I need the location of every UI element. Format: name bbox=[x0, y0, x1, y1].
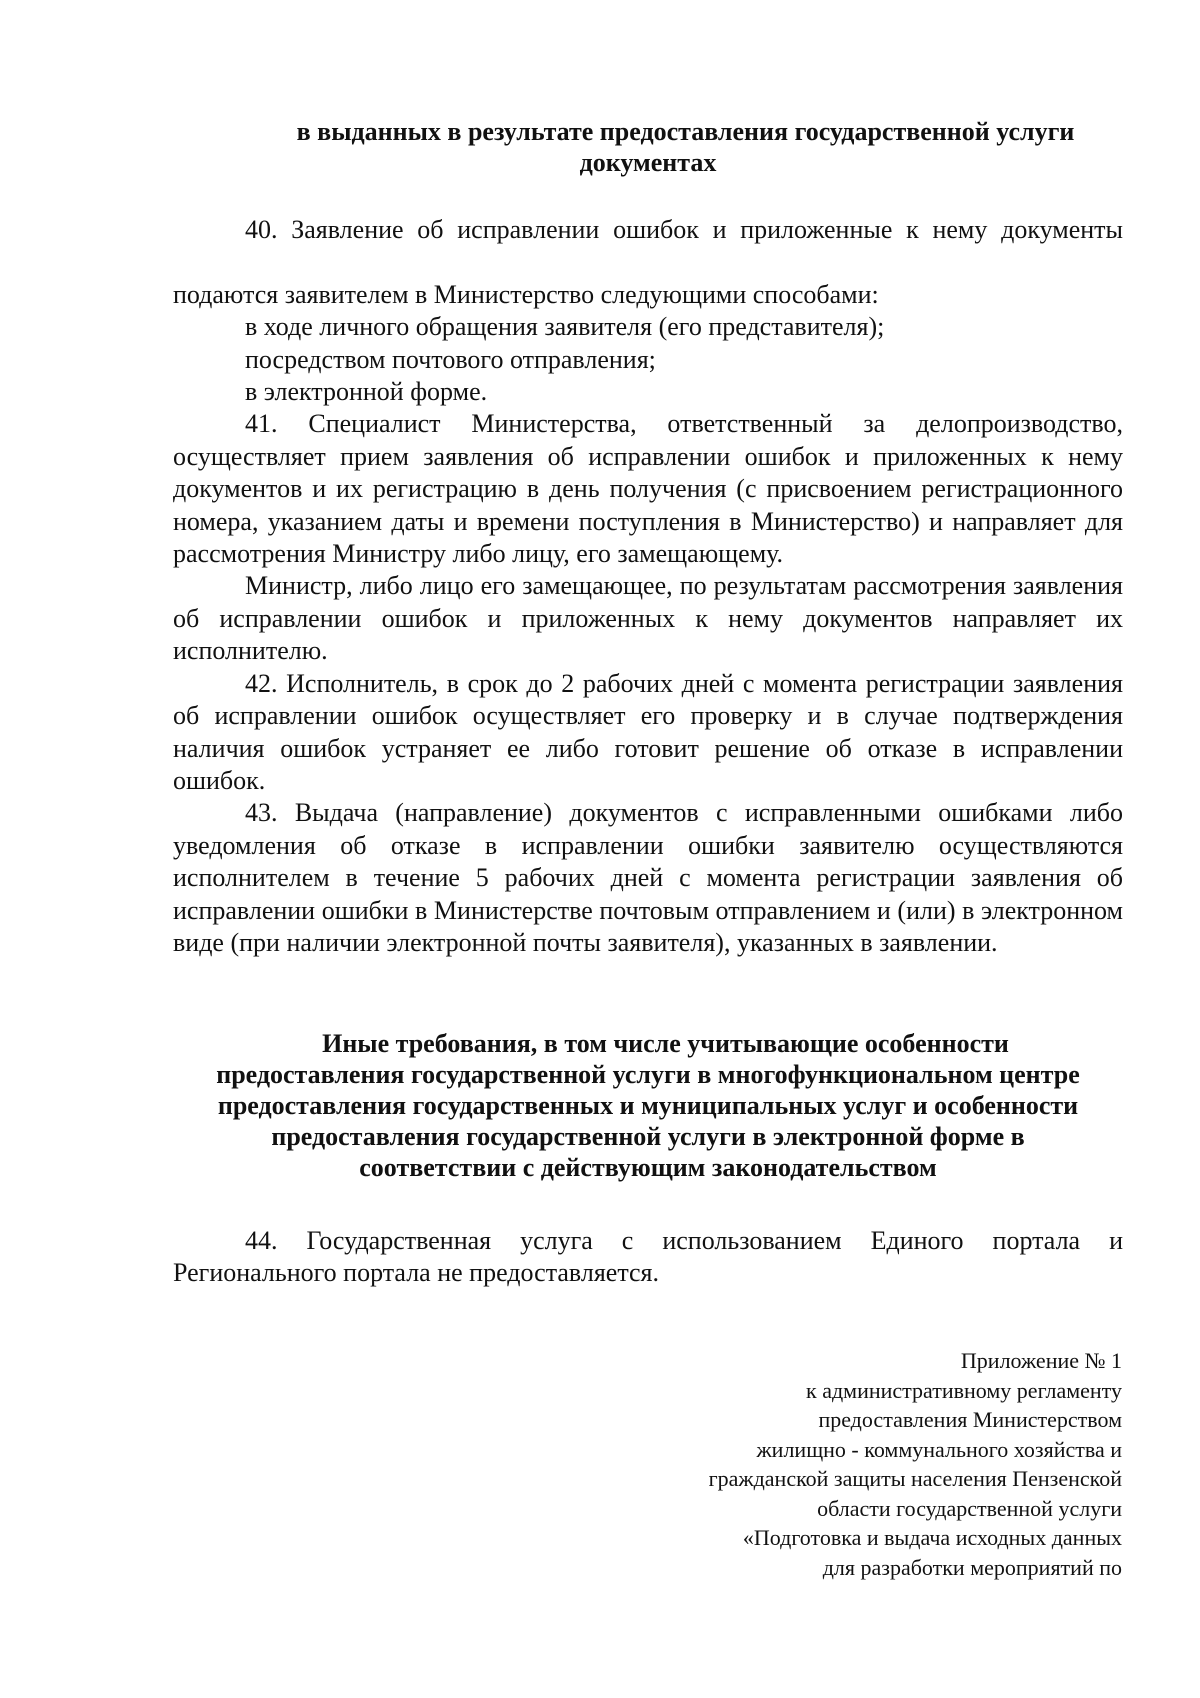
paragraph-40-line: подаются заявителем в Министерство следующими способами: bbox=[173, 279, 879, 309]
heading-line: предоставления государственной услуги в электронной форме в bbox=[271, 1122, 1025, 1151]
list-item: посредством почтового отправления; bbox=[245, 344, 656, 374]
appendix-line: предоставления Министерством bbox=[818, 1407, 1122, 1432]
section-heading-other-requirements bbox=[173, 1028, 1123, 1183]
heading-line: соответствии с действующим законодательством bbox=[359, 1153, 937, 1182]
list-item: в электронной форме. bbox=[245, 377, 488, 407]
heading-line: Иные требования, в том числе учитывающие особенности bbox=[322, 1029, 1009, 1058]
paragraph-40-line: 40. Заявление об исправлении ошибок и приложенные к нему документы bbox=[245, 215, 1123, 244]
paragraph-43: 43. Выдача (направление) документов с исправленными ошибками либо уведомления об отказе в исправлении ошибки заявителю осуществляются исполнителем в течение 5 рабочих дней с момента регистрации заявления об исправлении ошибки в Министерстве почтовым отправлением и (или) в электронном виде (при наличии электронной почты заявителя), указанных в заявлении. bbox=[173, 798, 1123, 957]
section-heading-corrections bbox=[173, 116, 1123, 178]
appendix-line: Приложение № 1 bbox=[960, 1348, 1122, 1373]
heading-line: предоставления государственных и муниципальных услуг и особенности bbox=[217, 1091, 1079, 1120]
appendix-header bbox=[602, 1346, 1122, 1582]
list-item: в ходе личного обращения заявителя (его представителя); bbox=[245, 312, 885, 342]
appendix-line: к административному регламенту bbox=[806, 1377, 1122, 1403]
body-text-corrections bbox=[173, 214, 1123, 959]
body-text-portal bbox=[173, 1225, 1123, 1290]
appendix-line: для разработки мероприятий по bbox=[822, 1554, 1122, 1580]
paragraph-42: 42. Исполнитель, в срок до 2 рабочих дней с момента регистрации заявления об исправлении ошибок осуществляет его проверку и в случае подтверждения наличия ошибок устраняет ее либо готовит решение об отказе в исправлении ошибок. bbox=[173, 668, 1123, 795]
appendix-line: области государственной услуги bbox=[817, 1495, 1122, 1521]
heading-line: предоставления государственной услуги в многофункциональном центре bbox=[216, 1060, 1080, 1089]
appendix-line: гражданской защиты населения Пензенской bbox=[708, 1466, 1122, 1491]
heading-line: в выданных в результате предоставления государственной услуги bbox=[296, 117, 1075, 146]
appendix-line: «Подготовка и выдача исходных данных bbox=[742, 1525, 1122, 1550]
heading-line: документах bbox=[579, 148, 717, 177]
paragraph-44: 44. Государственная услуга с использованием Единого портала и Регионального портала не предоставляется. bbox=[173, 1226, 1123, 1288]
appendix-line: жилищно - коммунального хозяйства и bbox=[756, 1436, 1122, 1462]
paragraph-41-continued: Министр, либо лицо его замещающее, по результатам рассмотрения заявления об исправлении ошибок и приложенных к нему документов направляет их исполнителю. bbox=[173, 571, 1123, 666]
paragraph-41: 41. Специалист Министерства, ответственный за делопроизводство, осуществляет прием заявления об исправлении ошибок и приложенных к нему документов и их регистрацию в день получения (с присвоением регистрационного номера, указанием даты и времени поступления в Министерство) и направляет для рассмотрения Министру либо лицу, его замещающему. bbox=[173, 409, 1123, 569]
